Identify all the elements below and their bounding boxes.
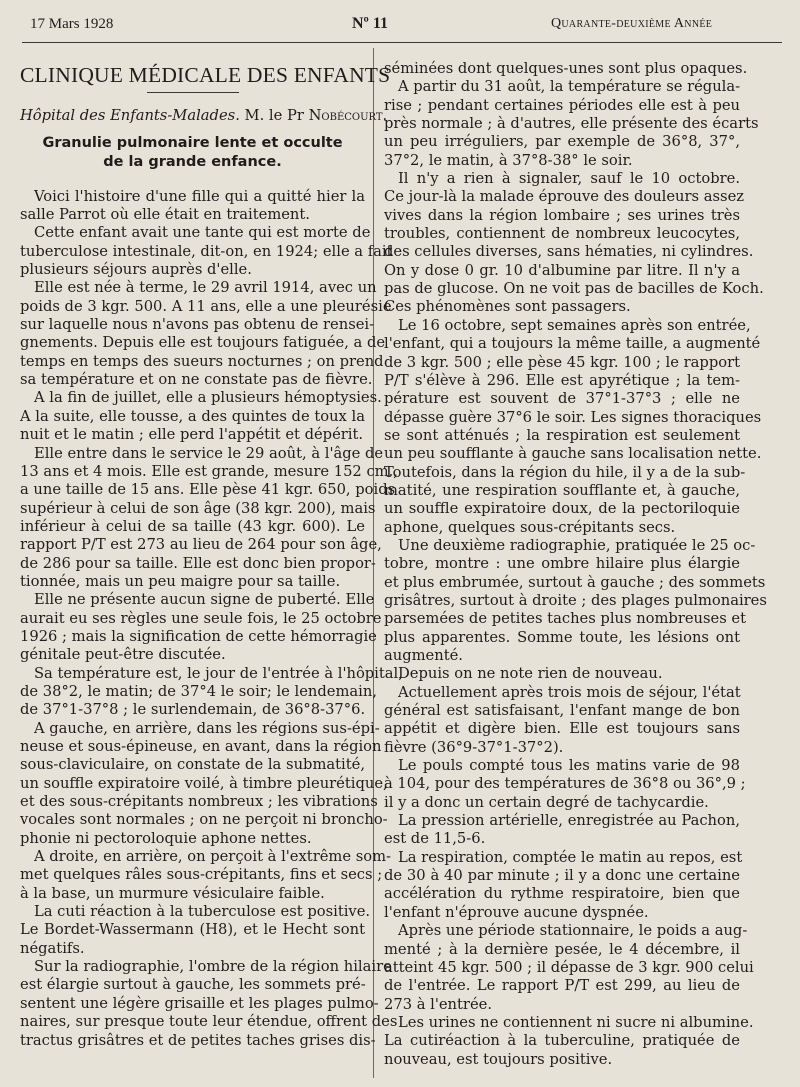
left-body-text (20, 187, 403, 1050)
text-line: un souffle expiratoire doux, de la pectoriloquie (384, 500, 740, 518)
text-line: 273 à l'entrée. (384, 995, 492, 1013)
text-line: Depuis on ne note rien de nouveau. (398, 665, 663, 683)
text-line: Sa température est, le jour de l'entrée à l'hôpital, (34, 664, 403, 682)
text-line: de l'entrée. Le rapport P/T est 299, au lieu de (384, 977, 740, 995)
text-line: rise ; pendant certaines périodes elle est à peu (384, 96, 740, 114)
text-line: séminées dont quelques-unes sont plus opaques. (384, 60, 748, 77)
text-line: Elle ne présente aucun signe de puberté. Elle (34, 591, 375, 609)
text-line: A la suite, elle tousse, a des quintes de toux la (20, 407, 365, 425)
text-line: aurait eu ses règles une seule fois, le 25 octobre (20, 609, 382, 627)
text-line: Sur la radiographie, l'ombre de la région hilaire (34, 958, 392, 976)
issue-number: Nº 11 (352, 15, 388, 32)
title-rule (147, 92, 239, 93)
text-line: grisâtres, surtout à droite ; des plages pulmonaires (384, 591, 767, 609)
text-line: atteint 45 kgr. 500 ; il dépasse de 3 kgr. 900 celui (384, 958, 754, 976)
text-line: sentent une légère grisaille et les plages pulmo- (20, 994, 379, 1012)
text-line: de 3 kgr. 500 ; elle pèse 45 kgr. 100 ; le rapport (384, 353, 740, 371)
text-line: général est satisfaisant, l'enfant mange de bon (384, 702, 740, 720)
text-line: est de 11,5-6. (384, 830, 486, 848)
text-line: de 38°2, le matin; de 37°4 le soir; le lendemain, (20, 682, 377, 700)
text-line: P/T s'élève à 296. Elle est apyrétique ; la tem- (384, 371, 740, 389)
text-line: tobre, montre : une ombre hilaire plus élargie (384, 555, 740, 573)
right-body-text (384, 60, 767, 1069)
text-line: sous-claviculaire, on constate de la submatité, (20, 756, 365, 774)
text-line: temps en temps des sueurs nocturnes ; on prend (20, 352, 384, 370)
text-line: Voici l'histoire d'une fille qui a quitté hier la (34, 187, 365, 205)
text-line: sur laquelle nous n'avons pas obtenu de rensei- (20, 316, 375, 334)
text-line: neuse et sous-épineuse, en avant, dans la région (20, 738, 382, 755)
author-prefix: M. le Pr (244, 107, 304, 125)
text-line: tuberculose intestinale, dit-on, en 1924; elle a fait (20, 242, 393, 260)
text-line: dépasse guère 37°6 le soir. Les signes thoraciques (384, 408, 762, 426)
text-line: poids de 3 kgr. 500. A 11 ans, elle a une pleurésie (20, 297, 392, 315)
text-line: pérature est souvent de 37°1-37°3 ; elle ne (384, 390, 740, 408)
text-line: se sont atténués ; la respiration est seulement (384, 426, 740, 444)
author-name: Nobécourt. (308, 107, 388, 125)
text-line: plusieurs séjours auprès d'elle. (20, 261, 252, 279)
text-line: Le pouls compté tous les matins varie de 98 (398, 757, 740, 775)
text-line: l'enfant n'éprouve aucune dyspnée. (384, 903, 649, 921)
text-line: met quelques râles sous-crépitants, fins et secs ; (20, 866, 383, 884)
right-column (384, 60, 767, 1069)
text-line: salle Parrot où elle était en traitement. (20, 206, 310, 224)
text-line: Actuellement après trois mois de séjour, l'état (398, 683, 741, 701)
text-line: Le Bordet-Wassermann (H8), et le Hecht sont (20, 921, 365, 939)
text-line: Elle entre dans le service le 29 août, à l'âge de (34, 444, 384, 462)
text-line: accélération du rythme respiratoire, bien que (384, 885, 740, 903)
text-line: rapport P/T est 273 au lieu de 264 pour son âge, (20, 536, 382, 554)
text-line: Ce jour-là la malade éprouve des douleurs assez (384, 188, 745, 206)
text-line: de 30 à 40 par minute ; il y a donc une certaine (384, 867, 740, 885)
section-title: CLINIQUE MÉDICALE DES ENFANTS (20, 63, 391, 87)
text-line: Le 16 octobre, sept semaines après son entrée, (398, 316, 751, 334)
text-line: A gauche, en arrière, dans les régions sus-épi- (34, 719, 380, 737)
text-line: La respiration, comptée le matin au repos, est (398, 848, 743, 866)
text-line: La cuti réaction à la tuberculose est positive. (34, 903, 371, 921)
header-rule (22, 42, 782, 43)
text-line: l'enfant, qui a toujours la même taille, a augmenté (384, 335, 761, 353)
text-line: Toutefois, dans la région du hile, il y a de la sub- (384, 463, 746, 481)
text-line: de 286 pour sa taille. Elle est donc bien propor- (20, 554, 376, 572)
text-line: Il n'y a rien à signaler, sauf le 10 octobre. (398, 170, 740, 188)
text-line: Cette enfant avait une tante qui est morte de (34, 224, 371, 242)
text-line: des cellules diverses, sans hématies, ni cylindres. (384, 243, 754, 261)
header-year: Quarante-deuxième Année (551, 16, 713, 31)
text-line: Après une période stationnaire, le poids a aug- (398, 922, 748, 940)
text-line: pas de glucose. On ne voit pas de bacilles de Koch. (384, 280, 764, 298)
text-line: nuit et le matin ; elle perd l'appétit et dépérit. (20, 426, 364, 444)
left-column (20, 58, 403, 1050)
text-line: sa température et on ne constate pas de fièvre. (20, 371, 373, 389)
text-line: parsemées de petites taches plus nombreuses et (384, 610, 747, 628)
text-line: tractus grisâtres et de petites taches grises dis- (20, 1031, 376, 1049)
text-line: de 37°1-37°8 ; le surlendemain, de 36°8-37°6. (20, 701, 366, 719)
text-line: 13 ans et 4 mois. Elle est grande, mesure 152 cm., (20, 462, 398, 480)
text-line: Une deuxième radiographie, pratiquée le 25 oc- (398, 536, 756, 554)
article-title (20, 134, 365, 172)
text-line: phonie ni pectoroloquie aphone nettes. (20, 829, 312, 847)
text-line: gnements. Depuis elle est toujours fatiguée, a de (20, 334, 386, 352)
text-line: La pression artérielle, enregistrée au Pachon, (398, 812, 740, 830)
article-title-line-2: de la grande enfance. (103, 153, 282, 170)
text-line: supérieur à celui de son âge (38 kgr. 200), mais (20, 499, 376, 517)
text-line: plus apparentes. Somme toute, les lésions ont (384, 628, 740, 646)
text-line: Ces phénomènes sont passagers. (384, 298, 631, 316)
text-line: A la fin de juillet, elle a plusieurs hémoptysies. (34, 389, 382, 407)
page-header (0, 0, 800, 44)
text-line: un peu soufflante à gauche sans localisation nette. (384, 445, 762, 463)
text-line: appétit et digère bien. Elle est toujours sans (384, 720, 740, 738)
text-line: il y a donc un certain degré de tachycardie. (384, 793, 709, 811)
text-line: a une taille de 15 ans. Elle pèse 41 kgr. 650, poids (20, 481, 396, 499)
text-line: menté ; à la dernière pesée, le 4 décembre, il (384, 940, 740, 958)
text-line: génitale peut-être discutée. (20, 646, 226, 664)
text-line: naires, sur presque toute leur étendue, offrent des (20, 1013, 398, 1031)
hospital-line (20, 107, 388, 125)
text-line: et plus embrumée, surtout à gauche ; des sommets (384, 573, 766, 591)
text-line: est élargie surtout à gauche, les sommets pré- (20, 976, 366, 994)
text-line: à la base, un murmure vésiculaire faible. (20, 884, 325, 902)
text-line: aphone, quelques sous-crépitants secs. (384, 518, 676, 536)
text-line: nouveau, est toujours positive. (384, 1050, 613, 1068)
text-line: un peu irréguliers, par exemple de 36°8, 37°, (384, 133, 740, 151)
text-line: négatifs. (20, 939, 85, 957)
text-line: près normale ; à d'autres, elle présente des écarts (384, 115, 759, 133)
hospital-name: Hôpital des Enfants-Malades. (20, 107, 240, 125)
text-line: un souffle expiratoire voilé, à timbre pleurétique, (20, 774, 388, 792)
article-title-line-1: Granulie pulmonaire lente et occulte (42, 134, 343, 151)
text-line: vocales sont normales ; on ne perçoit ni broncho- (20, 811, 388, 829)
text-line: fièvre (36°9-37°1-37°2). (384, 738, 564, 756)
text-line: matité, une respiration soufflante et, à gauche, (384, 481, 740, 499)
text-line: tionnée, mais un peu maigre pour sa taille. (20, 572, 341, 590)
text-line: inférieur à celui de sa taille (43 kgr. 600). Le (20, 517, 365, 535)
text-line: augmenté. (384, 647, 463, 664)
text-line: troubles, contiennent de nombreux leucocytes, (384, 225, 740, 243)
text-line: et des sous-crépitants nombreux ; les vibrations (20, 793, 378, 811)
text-line: à 104, pour des températures de 36°8 ou 36°,9 ; (384, 775, 746, 793)
text-line: vives dans la région lombaire ; ses urines très (384, 206, 740, 224)
text-line: A droite, en arrière, on perçoit à l'extrême som- (34, 848, 391, 866)
text-line: La cutiréaction à la tuberculine, pratiquée de (384, 1032, 740, 1050)
text-line: 1926 ; mais la signification de cette hémorragie (20, 627, 377, 645)
text-line: A partir du 31 août, la température se régula- (398, 78, 741, 96)
header-date: 17 Mars 1928 (30, 16, 114, 32)
text-line: On y dose 0 gr. 10 d'albumine par litre. Il n'y a (384, 261, 740, 279)
text-line: Les urines ne contiennent ni sucre ni albumine. (398, 1013, 754, 1031)
text-line: 37°2, le matin, à 37°8-38° le soir. (384, 151, 633, 169)
text-line: Elle est née à terme, le 29 avril 1914, avec un (34, 279, 377, 297)
